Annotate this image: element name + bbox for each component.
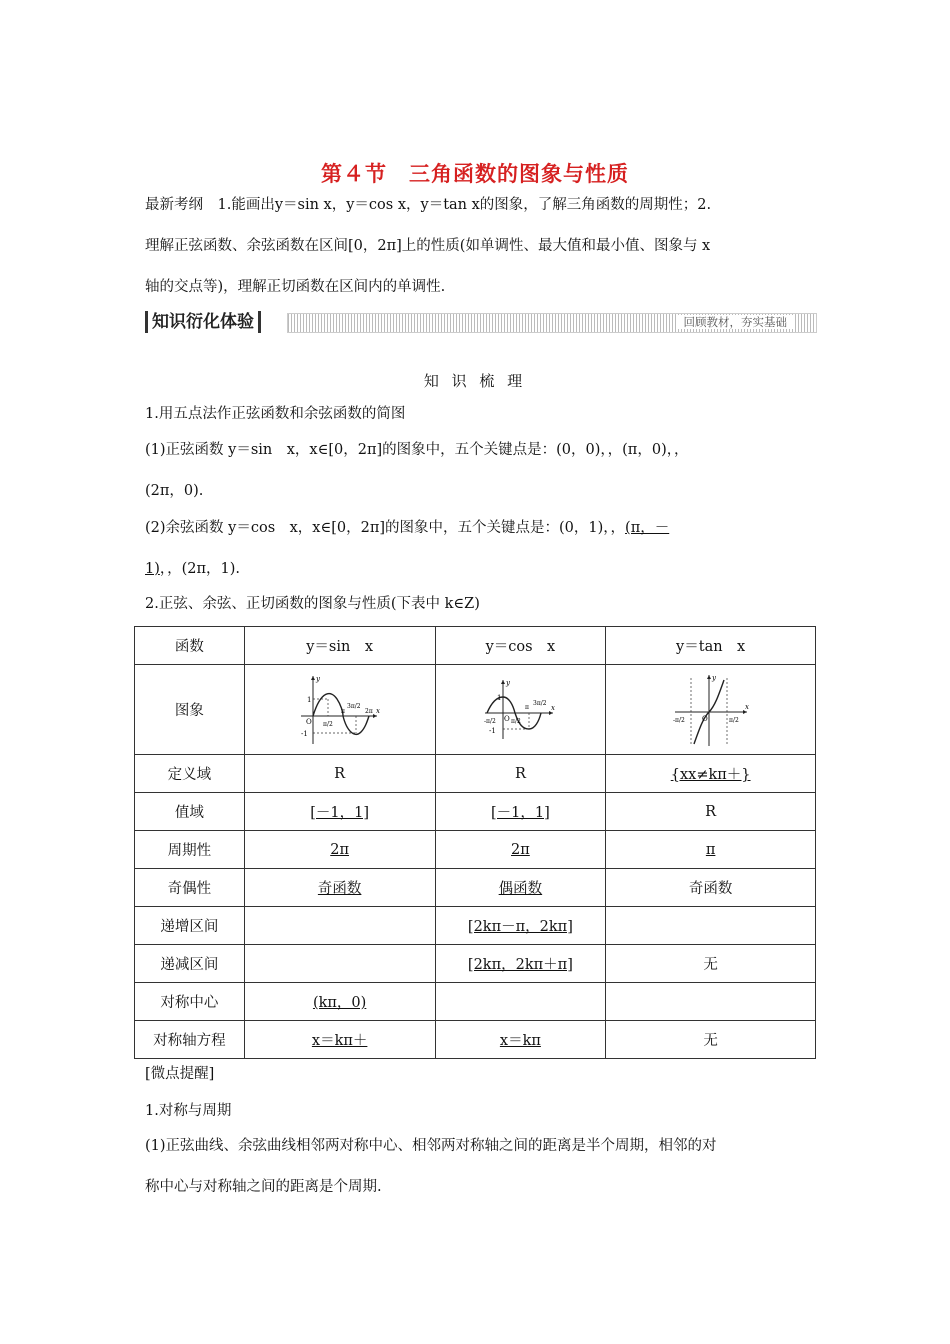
cos-label-origin: O bbox=[504, 714, 511, 723]
tan-graph bbox=[671, 672, 751, 748]
tan-axis: 无 bbox=[606, 1021, 816, 1059]
point1-heading: 1.用五点法作正弦函数和余弦函数的简图 bbox=[145, 406, 406, 422]
sin-domain: R bbox=[244, 755, 435, 793]
sin-label-two-pi: 2π bbox=[364, 707, 373, 715]
sin-label-x: x bbox=[375, 706, 380, 715]
cos-label-pi: π bbox=[525, 703, 530, 711]
cos-axis: x＝kπ bbox=[499, 1033, 541, 1049]
tan-center bbox=[606, 983, 816, 1021]
header-tan: y＝tan x bbox=[606, 627, 816, 665]
syllabus-line-3: 轴的交点等)，理解正切函数在区间内的单调性. bbox=[145, 279, 446, 295]
table-row-graph bbox=[135, 665, 816, 755]
tan-label-y: y bbox=[711, 673, 716, 682]
table-row-center bbox=[135, 983, 816, 1021]
tan-parity: 奇函数 bbox=[606, 869, 816, 907]
section-banner bbox=[145, 311, 817, 333]
table-header-row bbox=[135, 627, 816, 665]
table-row-decreasing bbox=[135, 945, 816, 983]
tip-line-2: 称中心与对称轴之间的距离是个周期. bbox=[145, 1179, 382, 1195]
properties-table bbox=[134, 626, 816, 1059]
cos-label-y: y bbox=[506, 678, 511, 687]
cos-graph-cell bbox=[435, 665, 606, 755]
sin-keypoints-line-2: (2π，0). bbox=[145, 483, 204, 499]
header-function: 函数 bbox=[135, 627, 245, 665]
cos-domain: R bbox=[435, 755, 606, 793]
tan-label-x: x bbox=[744, 702, 749, 711]
cos-keypoints-tail: ，，(2π，1). bbox=[159, 561, 241, 577]
header-cos: y＝cos x bbox=[435, 627, 606, 665]
sin-parity: 奇函数 bbox=[317, 881, 362, 897]
sin-increasing bbox=[244, 907, 435, 945]
table-row-increasing bbox=[135, 907, 816, 945]
table-row-domain bbox=[135, 755, 816, 793]
row-label: 对称轴方程 bbox=[135, 1021, 245, 1059]
cos-keypoints-text: (2)余弦函数 y＝cos x，x∈[0，2π]的图象中，五个关键点是：(0，1)，， bbox=[145, 520, 626, 536]
sin-center: (kπ，0) bbox=[312, 995, 367, 1011]
tip-line-1: (1)正弦曲线、余弦曲线相邻两对称中心、相邻两对称轴之间的距离是半个周期，相邻的对 bbox=[145, 1138, 717, 1154]
table-row-parity bbox=[135, 869, 816, 907]
sin-label-pi: π bbox=[340, 707, 345, 715]
row-label: 递减区间 bbox=[135, 945, 245, 983]
sin-decreasing bbox=[244, 945, 435, 983]
cos-keypoints-line-2 bbox=[145, 559, 815, 579]
cos-period: 2π bbox=[511, 841, 530, 858]
sin-label-half-pi: π/2 bbox=[322, 720, 333, 728]
tan-decreasing: 无 bbox=[606, 945, 816, 983]
cos-keypoint-underlined: (π，－ bbox=[625, 520, 670, 536]
sin-graph bbox=[297, 672, 383, 748]
cos-keypoint-underlined-end: 1) bbox=[145, 561, 160, 577]
sin-label-one: 1 bbox=[306, 695, 312, 704]
point2-heading: 2.正弦、余弦、正切函数的图象与性质(下表中 k∈Z) bbox=[145, 596, 480, 612]
row-label: 周期性 bbox=[135, 831, 245, 869]
graph-label: 图象 bbox=[135, 665, 245, 755]
sin-range: [－1，1] bbox=[310, 805, 370, 821]
tip-heading: 1.对称与周期 bbox=[145, 1103, 232, 1119]
tan-label-origin: O bbox=[701, 714, 708, 723]
table-row-period bbox=[135, 831, 816, 869]
cos-increasing: [2kπ－π，2kπ] bbox=[467, 919, 573, 935]
tan-label-half-pi: π/2 bbox=[728, 716, 739, 724]
tan-range: R bbox=[606, 793, 816, 831]
sin-label-three-half-pi: 3π/2 bbox=[346, 702, 361, 710]
row-label: 奇偶性 bbox=[135, 869, 245, 907]
cos-label-x: x bbox=[551, 703, 556, 712]
table-row-axis bbox=[135, 1021, 816, 1059]
table-row-range bbox=[135, 793, 816, 831]
sin-axis: x＝kπ＋ bbox=[311, 1033, 368, 1049]
cos-label-neg-one: -1 bbox=[489, 726, 497, 735]
sin-period: 2π bbox=[330, 841, 350, 858]
sin-label-y: y bbox=[315, 674, 320, 683]
section-title: 知 识 梳 理 bbox=[423, 372, 527, 390]
cos-decreasing: [2kπ，2kπ＋π] bbox=[467, 957, 573, 973]
cos-range: [－1，1] bbox=[491, 805, 550, 821]
header-sin: y＝sin x bbox=[244, 627, 435, 665]
syllabus-line-1: 最新考纲 1.能画出y＝sin x，y＝cos x，y＝tan x的图象，了解三角函数的周期性；2. bbox=[145, 197, 712, 213]
row-label: 值域 bbox=[135, 793, 245, 831]
row-label: 对称中心 bbox=[135, 983, 245, 1021]
tan-label-neg-half-pi: -π/2 bbox=[672, 716, 685, 724]
cos-label-one: 1 bbox=[497, 693, 502, 702]
cos-label-half-pi: π/2 bbox=[511, 717, 522, 725]
cos-label-neg-half-pi: -π/2 bbox=[484, 717, 497, 725]
tan-increasing bbox=[606, 907, 816, 945]
tip-label: [微点提醒] bbox=[145, 1066, 215, 1082]
sin-label-neg-one: -1 bbox=[300, 729, 308, 738]
sin-graph-cell bbox=[244, 665, 435, 755]
cos-parity: 偶函数 bbox=[498, 881, 543, 897]
tan-domain: {xx≠kπ＋} bbox=[606, 755, 816, 793]
row-label: 递增区间 bbox=[135, 907, 245, 945]
banner-title: 知识衍化体验 bbox=[145, 311, 261, 333]
cos-center bbox=[435, 983, 606, 1021]
sin-keypoints-line-1: (1)正弦函数 y＝sin x，x∈[0，2π]的图象中，五个关键点是：(0，0)，，(π，0)，， bbox=[145, 442, 689, 458]
syllabus-line-2: 理解正弦函数、余弦函数在区间[0，2π]上的性质(如单调性、最大值和最小值、图象与 x bbox=[145, 238, 711, 254]
cos-keypoints-line-1 bbox=[145, 518, 815, 538]
tan-period: π bbox=[705, 841, 716, 858]
row-label: 定义域 bbox=[135, 755, 245, 793]
sin-label-origin: O bbox=[305, 717, 312, 726]
tan-graph-cell bbox=[606, 665, 816, 755]
page-title: 第４节 三角函数的图象与性质 bbox=[321, 162, 629, 186]
cos-graph bbox=[483, 677, 557, 743]
banner-subtitle: 回顾教材，夯实基础 bbox=[678, 315, 794, 329]
cos-label-three-half-pi: 3π/2 bbox=[533, 699, 547, 707]
